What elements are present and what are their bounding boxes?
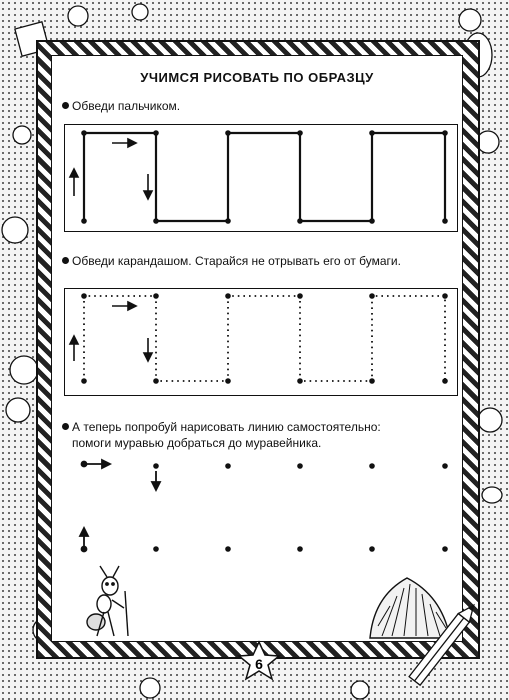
instruction-text: Обведи карандашом. Старайся не отрывать его от бумаги.	[72, 254, 401, 268]
instruction-text: А теперь попробуй нарисовать линию самостоятельно:	[72, 420, 381, 434]
instruction-text: помоги муравью добраться до муравейника.	[72, 436, 322, 450]
instruction-text: Обведи пальчиком.	[72, 99, 181, 113]
page-number: 6	[255, 656, 263, 672]
page-title: УЧИМСЯ РИСОВАТЬ ПО ОБРАЗЦУ	[140, 70, 374, 85]
